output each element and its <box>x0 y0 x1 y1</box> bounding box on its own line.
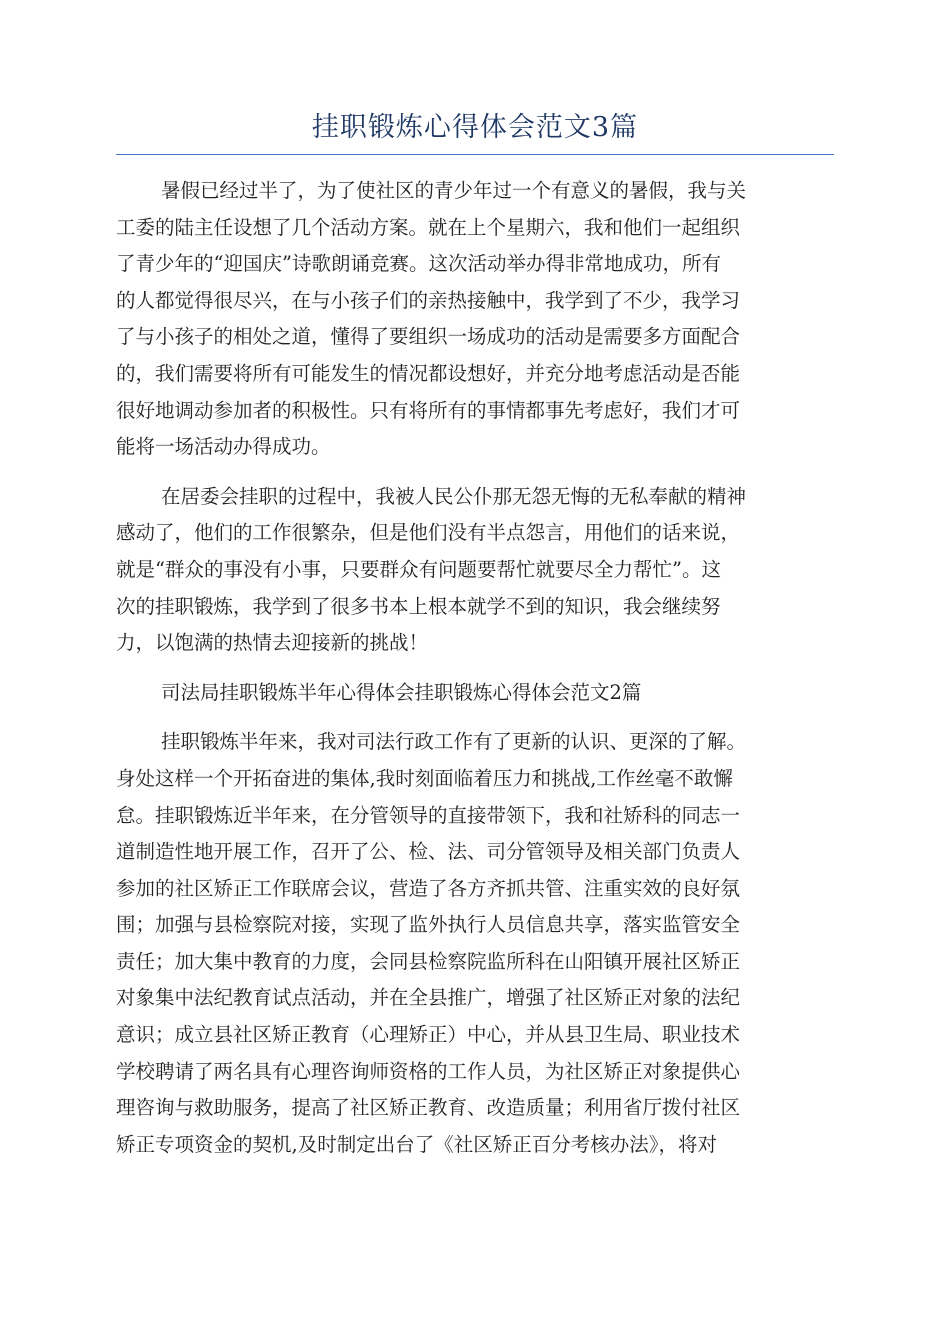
paragraph-line: 的人都觉得很尽兴，在与小孩子们的亲热接触中，我学到了不少，我学习 <box>116 288 741 312</box>
paragraph-line: 道制造性地开展工作，召开了公、检、法、司分管领导及相关部门负责人 <box>116 840 741 864</box>
paragraph-line: 理咨询与救助服务，提高了社区矫正教育、改造质量；利用省厅拨付社区 <box>116 1096 741 1120</box>
paragraph-line: 力，以饱满的热情去迎接新的挑战！ <box>116 631 429 655</box>
paragraph-line: 围；加强与县检察院对接，实现了监外执行人员信息共享，落实监管安全 <box>116 913 741 937</box>
paragraph-line: 能将一场活动办得成功。 <box>116 435 331 459</box>
paragraph-line: 意识；成立县社区矫正教育（心理矫正）中心，并从县卫生局、职业技术 <box>116 1023 741 1047</box>
subheading-line: 司法局挂职锻炼半年心得体会挂职锻炼心得体会范文2篇 <box>161 680 642 704</box>
title-underline <box>116 154 834 155</box>
paragraph-line: 工委的陆主任设想了几个活动方案。就在上个星期六，我和他们一起组织 <box>116 215 741 239</box>
document-title: 挂职锻炼心得体会范文3篇 <box>311 112 639 143</box>
paragraph-line: 对象集中法纪教育试点活动，并在全县推广，增强了社区矫正对象的法纪 <box>116 986 741 1010</box>
paragraph-line: 责任；加大集中教育的力度，会同县检察院监所科在山阳镇开展社区矫正 <box>116 949 741 973</box>
paragraph-line: 怠。挂职锻炼近半年来，在分管领导的直接带领下，我和社矫科的同志一 <box>116 803 741 827</box>
paragraph-line: 身处这样一个开拓奋进的集体,我时刻面临着压力和挑战,工作丝毫不敢懈 <box>116 766 733 790</box>
paragraph-line: 参加的社区矫正工作联席会议，营造了各方齐抓共管、注重实效的良好氛 <box>116 876 741 900</box>
paragraph-line: 很好地调动参加者的积极性。只有将所有的事情都事先考虑好，我们才可 <box>116 398 741 422</box>
paragraph-line: 矫正专项资金的契机,及时制定出台了《社区矫正百分考核办法》，将对 <box>116 1132 717 1156</box>
paragraph-line: 挂职锻炼半年来，我对司法行政工作有了更新的认识、更深的了解。 <box>161 730 747 754</box>
paragraph-line: 暑假已经过半了，为了使社区的青少年过一个有意义的暑假，我与关 <box>161 179 747 202</box>
paragraph-line: 就是“群众的事没有小事，只要群众有问题要帮忙就要尽全力帮忙”。这 <box>116 557 721 581</box>
paragraph-line: 在居委会挂职的过程中，我被人民公仆那无怨无悔的无私奉献的精神 <box>161 484 747 508</box>
paragraph-line: 学校聘请了两名具有心理咨询师资格的工作人员，为社区矫正对象提供心 <box>116 1059 741 1083</box>
document-body <box>116 173 834 1163</box>
paragraph-line: 次的挂职锻炼，我学到了很多书本上根本就学不到的知识，我会继续努 <box>116 594 721 618</box>
paragraph-2 <box>116 479 834 662</box>
paragraph-line: 感动了，他们的工作很繁杂，但是他们没有半点怨言，用他们的话来说， <box>116 521 741 545</box>
section-subheading <box>116 675 834 712</box>
paragraph-line: 的，我们需要将所有可能发生的情况都设想好，并充分地考虑活动是否能 <box>116 361 741 385</box>
paragraph-1 <box>116 173 834 466</box>
paragraph-3 <box>116 724 834 1163</box>
paragraph-line: 了青少年的“迎国庆”诗歌朗诵竞赛。这次活动举办得非常地成功，所有 <box>116 252 721 276</box>
paragraph-line: 了与小孩子的相处之道，懂得了要组织一场成功的活动是需要多方面配合 <box>116 325 741 349</box>
